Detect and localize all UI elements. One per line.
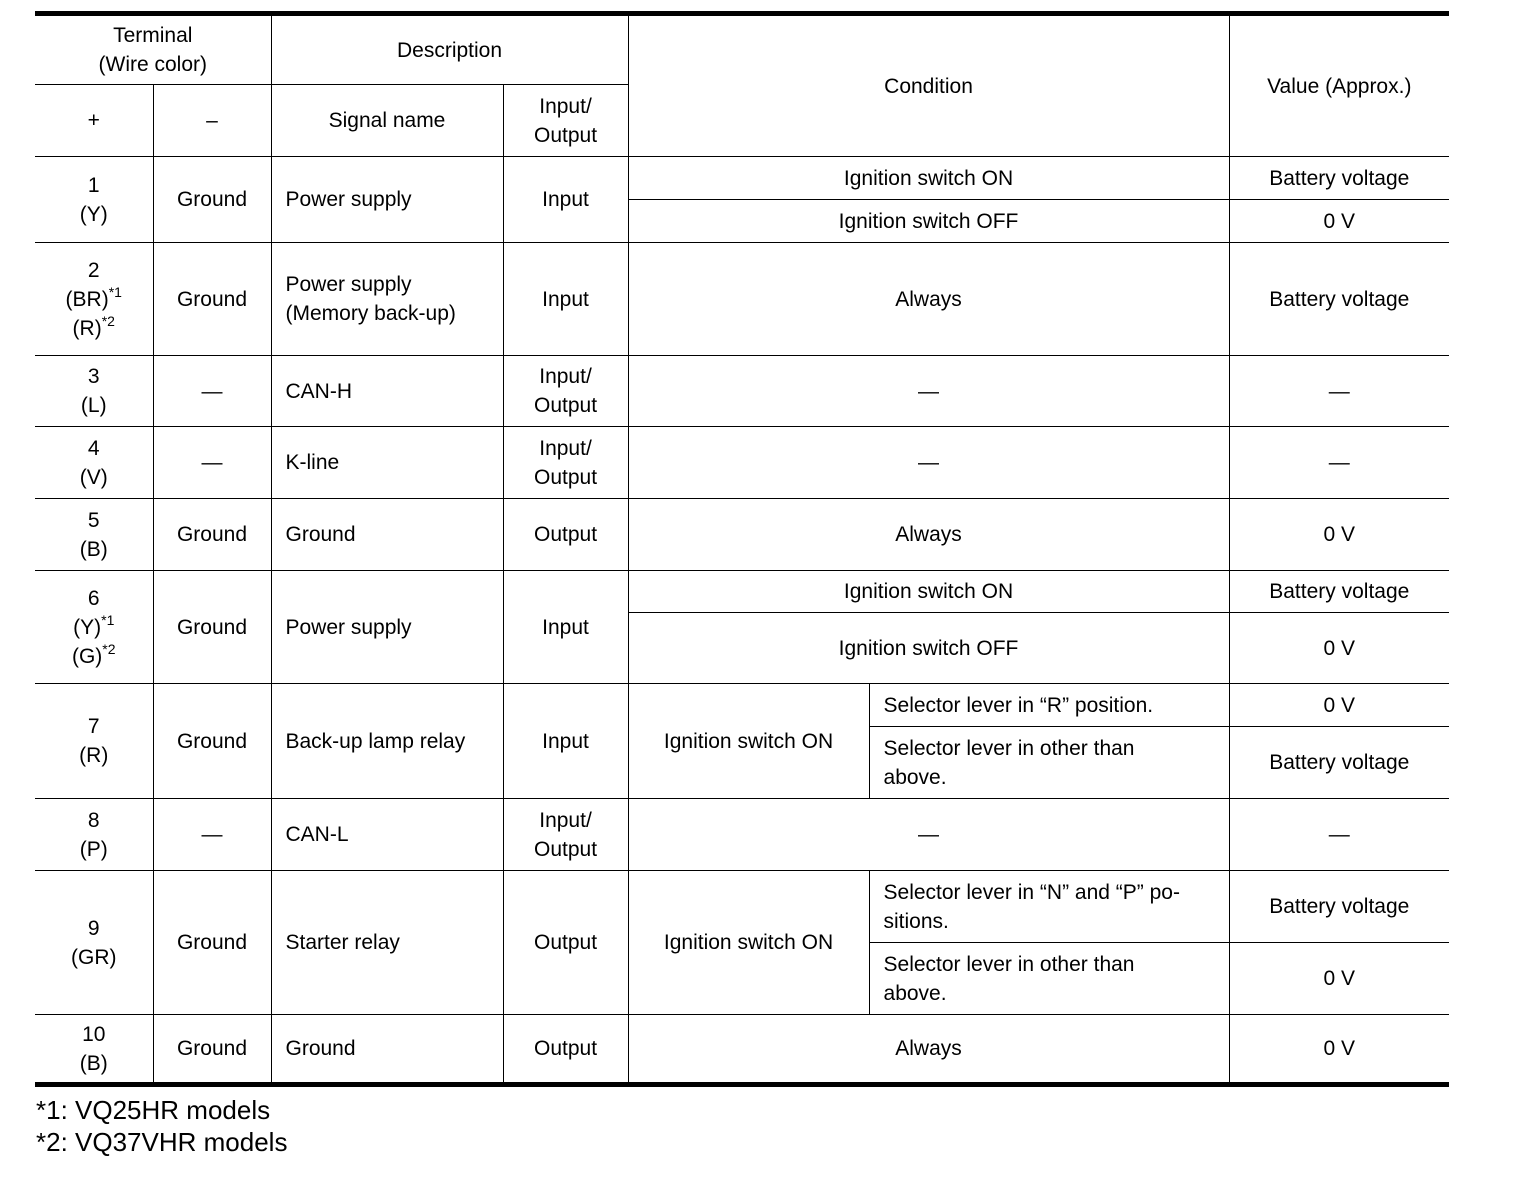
table-row-2 bbox=[35, 243, 1449, 356]
wire-color: (Y) bbox=[79, 202, 108, 226]
value-cell: 0 V bbox=[1229, 499, 1449, 571]
wire-color bbox=[49, 642, 139, 671]
ground-cell: — bbox=[153, 427, 271, 499]
signal-cell: Ground bbox=[271, 1015, 503, 1085]
sub-condition-line1: Selector lever in “N” and “P” po- bbox=[883, 880, 1180, 904]
terminal-cell bbox=[35, 499, 153, 571]
signal-cell: Power supply bbox=[271, 571, 503, 684]
ground-cell: Ground bbox=[153, 871, 271, 1015]
terminal-cell bbox=[35, 157, 153, 243]
io-header-line1: Input/ bbox=[539, 94, 592, 118]
value-cell: 0 V bbox=[1229, 684, 1449, 727]
ground-cell: — bbox=[153, 356, 271, 427]
terminal-number: 4 bbox=[87, 436, 100, 460]
table-row-6 bbox=[35, 571, 1449, 613]
value-cell: — bbox=[1229, 356, 1449, 427]
io-cell: Output bbox=[503, 1015, 628, 1085]
condition-cell: — bbox=[628, 427, 1229, 499]
terminal-number: 1 bbox=[87, 173, 100, 197]
terminal-number: 5 bbox=[87, 508, 100, 532]
description-header: Description bbox=[271, 14, 628, 85]
io-line2: Output bbox=[533, 394, 598, 417]
table-row-10 bbox=[35, 1015, 1449, 1085]
sub-condition-line2: above. bbox=[883, 765, 947, 789]
signal-name-header: Signal name bbox=[271, 85, 503, 157]
value-cell: 0 V bbox=[1229, 943, 1449, 1015]
header-row-top bbox=[35, 14, 1449, 85]
table-row-9 bbox=[35, 871, 1449, 943]
wire-color bbox=[49, 613, 139, 642]
ground-cell: Ground bbox=[153, 571, 271, 684]
table-row-1 bbox=[35, 157, 1449, 200]
table-row-4 bbox=[35, 427, 1449, 499]
condition-cell: Always bbox=[628, 1015, 1229, 1085]
io-line2: Output bbox=[533, 837, 598, 861]
condition-header: Condition bbox=[628, 14, 1229, 157]
condition-cell: — bbox=[628, 799, 1229, 871]
wire-color bbox=[49, 314, 139, 343]
condition-cell: Ignition switch ON bbox=[628, 571, 1229, 613]
signal-cell: Power supply bbox=[271, 157, 503, 243]
wire-color: (L) bbox=[80, 394, 107, 417]
terminal-number: 7 bbox=[87, 715, 100, 738]
table-row-8 bbox=[35, 799, 1449, 871]
io-cell bbox=[503, 356, 628, 427]
terminal-header-line1: Terminal bbox=[113, 24, 193, 47]
io-cell bbox=[503, 427, 628, 499]
wire-color: (V) bbox=[79, 465, 108, 489]
io-cell bbox=[503, 799, 628, 871]
io-cell: Input bbox=[503, 157, 628, 243]
signal-line1: Power supply bbox=[285, 273, 412, 296]
io-line1: Input/ bbox=[539, 808, 592, 832]
footnote-ref: *2 bbox=[101, 312, 115, 329]
sub-condition-line1: Selector lever in other than bbox=[883, 952, 1135, 976]
terminal-cell bbox=[35, 427, 153, 499]
table-row-5 bbox=[35, 499, 1449, 571]
footnotes bbox=[36, 1094, 287, 1158]
io-line1: Input/ bbox=[539, 436, 592, 460]
wire-color: (GR) bbox=[71, 945, 117, 969]
value-cell: Battery voltage bbox=[1229, 727, 1449, 799]
value-cell: Battery voltage bbox=[1229, 571, 1449, 613]
terminal-cell bbox=[35, 799, 153, 871]
wire-color bbox=[49, 285, 139, 314]
terminal-number: 2 bbox=[87, 258, 100, 282]
wire-color: (B) bbox=[79, 1051, 108, 1075]
condition-cell: — bbox=[628, 356, 1229, 427]
signal-cell: CAN-L bbox=[271, 799, 503, 871]
terminal-number: 8 bbox=[87, 808, 100, 832]
sub-condition-line2: sitions. bbox=[883, 909, 949, 933]
ground-cell: Ground bbox=[153, 243, 271, 356]
ground-cell: — bbox=[153, 799, 271, 871]
value-cell: Battery voltage bbox=[1229, 871, 1449, 943]
condition-cell: Ignition switch ON bbox=[628, 684, 869, 799]
condition-cell: Always bbox=[628, 499, 1229, 571]
table-row-3 bbox=[35, 356, 1449, 427]
signal-cell bbox=[271, 243, 503, 356]
terminal-cell bbox=[35, 684, 153, 799]
io-cell: Output bbox=[503, 499, 628, 571]
footnote-ref: *1 bbox=[101, 611, 115, 628]
value-cell: 0 V bbox=[1229, 613, 1449, 684]
signal-cell: Back-up lamp relay bbox=[271, 684, 503, 799]
terminal-cell bbox=[35, 1015, 153, 1085]
terminal-cell bbox=[35, 571, 153, 684]
terminal-header-line2: (Wire color) bbox=[98, 53, 207, 76]
signal-cell: K-line bbox=[271, 427, 503, 499]
wire-color-2: (G) bbox=[71, 644, 103, 668]
value-cell: Battery voltage bbox=[1229, 243, 1449, 356]
condition-cell: Ignition switch ON bbox=[628, 157, 1229, 200]
io-header-line2: Output bbox=[533, 123, 598, 147]
ground-cell: Ground bbox=[153, 157, 271, 243]
terminal-cell bbox=[35, 243, 153, 356]
terminal-number: 3 bbox=[87, 365, 100, 388]
condition-cell: Ignition switch OFF bbox=[628, 613, 1229, 684]
terminal-number: 10 bbox=[82, 1022, 106, 1046]
value-cell: Battery voltage bbox=[1229, 157, 1449, 200]
ground-cell: Ground bbox=[153, 1015, 271, 1085]
io-cell: Input bbox=[503, 243, 628, 356]
sub-condition-cell bbox=[869, 727, 1229, 799]
terminal-header bbox=[35, 14, 271, 85]
wire-color-1: (Y) bbox=[73, 615, 102, 639]
sub-condition-line1: Selector lever in other than bbox=[883, 736, 1135, 760]
terminal-cell bbox=[35, 871, 153, 1015]
io-header bbox=[503, 85, 628, 157]
io-cell: Output bbox=[503, 871, 628, 1015]
terminal-table bbox=[35, 11, 1449, 1087]
condition-cell: Ignition switch OFF bbox=[628, 200, 1229, 243]
condition-cell: Ignition switch ON bbox=[628, 871, 869, 1015]
minus-header: – bbox=[153, 85, 271, 157]
condition-cell: Always bbox=[628, 243, 1229, 356]
io-line2: Output bbox=[533, 465, 598, 489]
signal-cell: Starter relay bbox=[271, 871, 503, 1015]
terminal-number: 9 bbox=[87, 916, 100, 940]
wire-color-1: (BR) bbox=[65, 287, 109, 311]
value-cell: — bbox=[1229, 799, 1449, 871]
io-line1: Input/ bbox=[539, 365, 592, 388]
wire-color: (R) bbox=[79, 744, 109, 767]
footnote-2: *2: VQ37VHR models bbox=[36, 1127, 288, 1157]
sub-condition-cell bbox=[869, 871, 1229, 943]
wire-color: (B) bbox=[79, 537, 108, 561]
table-row-7 bbox=[35, 684, 1449, 727]
plus-header: + bbox=[35, 85, 153, 157]
io-cell: Input bbox=[503, 684, 628, 799]
sub-condition-cell: Selector lever in “R” position. bbox=[869, 684, 1229, 727]
terminal-cell bbox=[35, 356, 153, 427]
ground-cell: Ground bbox=[153, 684, 271, 799]
value-cell: 0 V bbox=[1229, 1015, 1449, 1085]
io-cell: Input bbox=[503, 571, 628, 684]
wire-color-2: (R) bbox=[72, 316, 102, 340]
signal-line2: (Memory back-up) bbox=[285, 302, 456, 325]
signal-cell: Ground bbox=[271, 499, 503, 571]
value-cell: — bbox=[1229, 427, 1449, 499]
ground-cell: Ground bbox=[153, 499, 271, 571]
sub-condition-cell bbox=[869, 943, 1229, 1015]
terminal-number: 6 bbox=[87, 586, 100, 610]
sub-condition-line2: above. bbox=[883, 981, 947, 1005]
value-cell: 0 V bbox=[1229, 200, 1449, 243]
value-header: Value (Approx.) bbox=[1229, 14, 1449, 157]
footnote-1: *1: VQ25HR models bbox=[36, 1095, 271, 1125]
footnote-ref: *1 bbox=[108, 283, 122, 300]
footnote-ref: *2 bbox=[102, 640, 116, 657]
signal-cell: CAN-H bbox=[271, 356, 503, 427]
wire-color: (P) bbox=[79, 837, 108, 861]
